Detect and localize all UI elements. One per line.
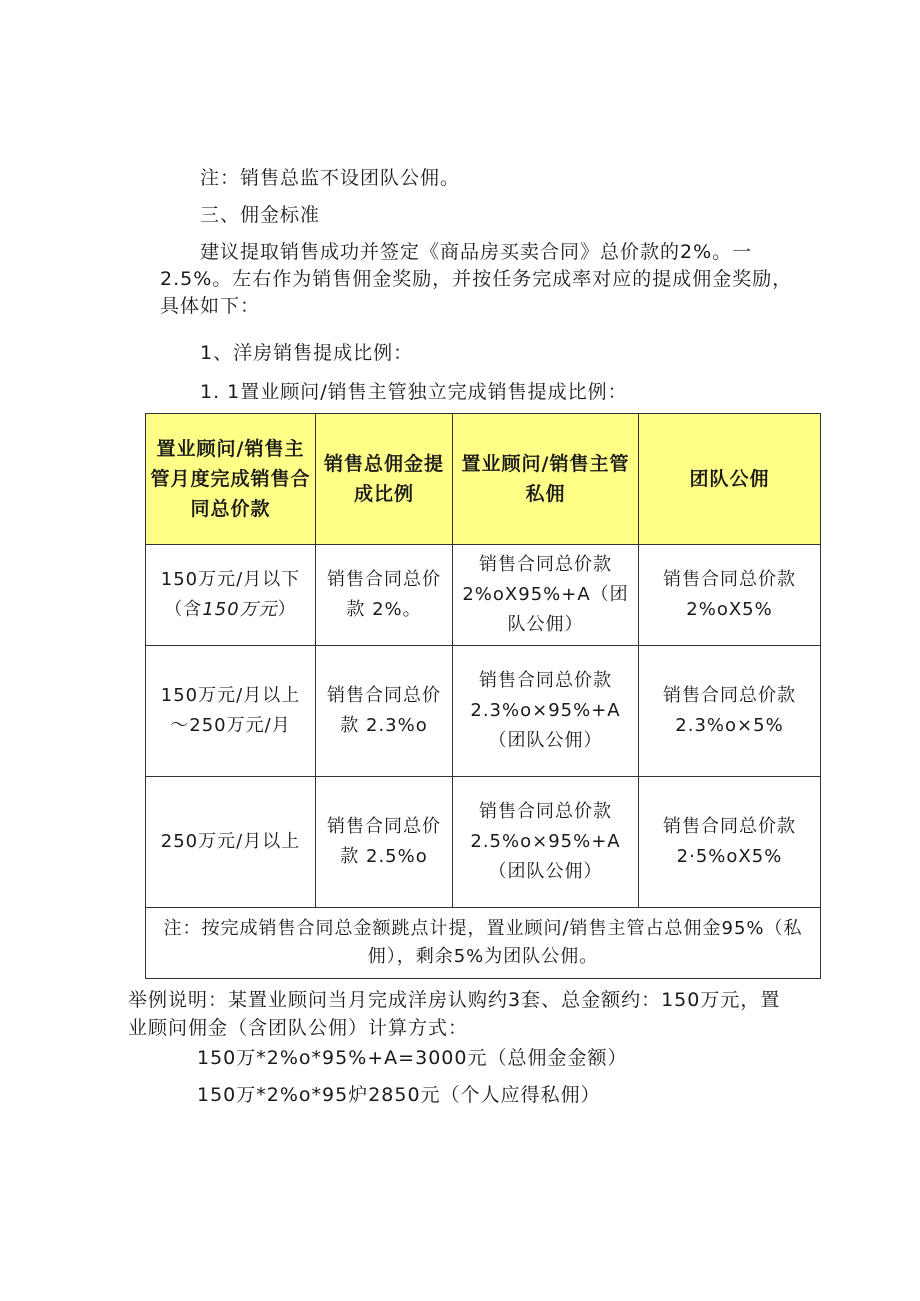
note-no-team-commission: 注：销售总监不设团队公佣。 bbox=[200, 167, 461, 189]
header-total-commission-rate: 销售总佣金提成比例 bbox=[316, 414, 453, 545]
total-rate-cell: 销售合同总价款 2.3%o bbox=[316, 646, 453, 777]
tier-cell: 250万元/月以上 bbox=[146, 777, 316, 908]
table-row bbox=[146, 545, 821, 646]
table-row bbox=[146, 646, 821, 777]
table-note: 注：按完成销售合同总金额跳点计提，置业顾问/销售主管占总佣金95%（私佣），剩余5%为团队公佣。 bbox=[146, 908, 821, 979]
section-heading: 三、佣金标准 bbox=[200, 204, 321, 226]
tier-line-2 bbox=[149, 595, 312, 625]
tier-line: 150万元/月以上 bbox=[160, 685, 301, 706]
paragraph-line-2: 2.5%。左右作为销售佣金奖励，并按任务完成率对应的提成佣金奖励， bbox=[160, 268, 793, 290]
commission-table bbox=[145, 413, 821, 979]
header-team-commission: 团队公佣 bbox=[639, 414, 821, 545]
example-line-1: 举例说明：某置业顾问当月完成洋房认购约3套、总金额约：150万元，置 bbox=[128, 989, 781, 1011]
table-header-row bbox=[146, 414, 821, 545]
team-commission-cell: 销售合同总价款 2.3%o×5% bbox=[639, 646, 821, 777]
tier-line-2: ～250万元/月 bbox=[170, 715, 291, 736]
header-monthly-sales: 置业顾问/销售主管月度完成销售合同总价款 bbox=[146, 414, 316, 545]
calculation-total: 150万*2%o*95%+A=3000元（总佣金金额） bbox=[197, 1047, 628, 1069]
tier-paren-open: （含 bbox=[164, 599, 203, 620]
paragraph-line-3: 具体如下： bbox=[160, 295, 261, 317]
tier-paren-close: ） bbox=[277, 599, 297, 620]
example-line-2: 业顾问佣金（含团队公佣）计算方式： bbox=[128, 1017, 469, 1039]
total-rate-cell: 销售合同总价款 2%。 bbox=[316, 545, 453, 646]
tier-line: 150万元/月以下 bbox=[160, 569, 301, 590]
table-note-row bbox=[146, 908, 821, 979]
calculation-private: 150万*2%o*95炉2850元（个人应得私佣） bbox=[197, 1084, 601, 1106]
sub-heading: 1、洋房销售提成比例： bbox=[200, 342, 414, 364]
private-commission-cell: 销售合同总价款 2.3%o×95%+A（团队公佣） bbox=[453, 646, 639, 777]
tier-cell bbox=[146, 646, 316, 777]
team-commission-cell: 销售合同总价款 2%oX5% bbox=[639, 545, 821, 646]
tier-cell bbox=[146, 545, 316, 646]
header-private-commission: 置业顾问/销售主管私佣 bbox=[453, 414, 639, 545]
total-rate-cell: 销售合同总价款 2.5%o bbox=[316, 777, 453, 908]
team-commission-cell: 销售合同总价款 2·5%oX5% bbox=[639, 777, 821, 908]
paragraph-line-1: 建议提取销售成功并签定《商品房买卖合同》总价款的2%。一 bbox=[200, 241, 753, 263]
sub-sub-heading: 1. 1置业顾问/销售主管独立完成销售提成比例： bbox=[200, 381, 628, 403]
private-commission-cell: 销售合同总价款 2%oX95%+A（团队公佣） bbox=[453, 545, 639, 646]
table-row bbox=[146, 777, 821, 908]
tier-amount: 150万元 bbox=[202, 599, 278, 620]
private-commission-cell: 销售合同总价款 2.5%o×95%+A（团队公佣） bbox=[453, 777, 639, 908]
